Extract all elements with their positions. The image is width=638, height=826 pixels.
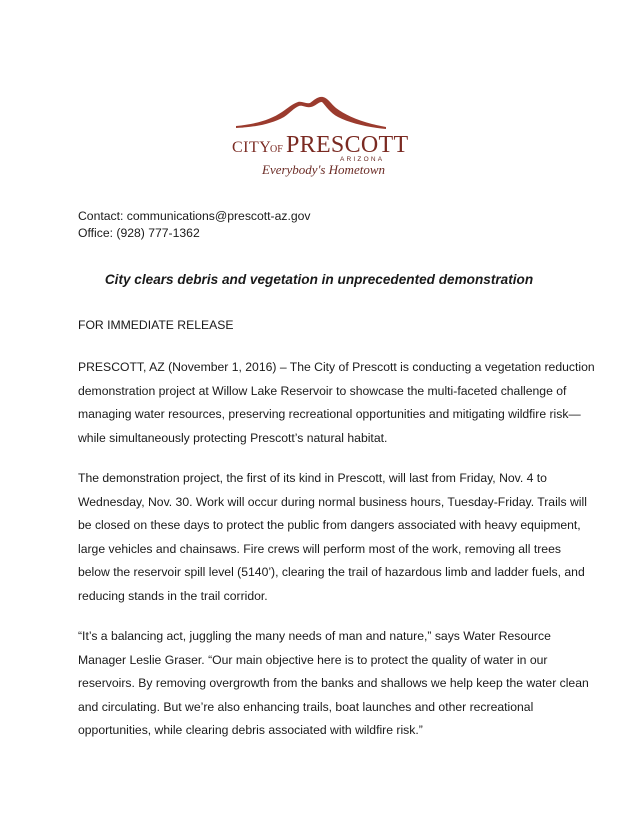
contact-office-line: Office: (928) 777-1362 [78,226,200,240]
text-line: opportunities, while clearing debris associated with wildfire risk.” [78,723,423,737]
text-line: The demonstration project, the first of its kind in Prescott, will last from Friday, Nov. 4 to [78,471,547,485]
text-line: managing water resources, preserving recreational opportunities and mitigating wildfire risk— [78,407,581,421]
paragraph-schedule [78,467,587,608]
text-line: while simultaneously protecting Prescott’s natural habitat. [78,430,388,445]
text-line: reducing stands in the trail corridor. [78,588,268,603]
city-of-prescott-logo [226,90,409,182]
logo-state-text: ARIZONA [340,156,385,163]
headline: City clears debris and vegetation in unprecedented demonstration [104,272,534,287]
text-line: below the reservoir spill level (5140’), clearing the trail of hazardous limb and ladder fuels, and [78,565,585,579]
text-line: Manager Leslie Graser. “Our main objective here is to protect the quality of water in our [78,652,548,667]
contact-block [78,208,311,242]
text-line: reservoirs. By removing overgrowth from the banks and shallows we help keep the water clean [78,676,589,690]
paragraph-intro [78,356,595,450]
release-label: FOR IMMEDIATE RELEASE [78,318,234,332]
text-line: Wednesday, Nov. 30. Work will occur during normal business hours, Tuesday-Friday. Trails will [78,494,587,509]
text-line: demonstration project at Willow Lake Reservoir to showcase the multi-faceted challenge of [78,383,567,398]
paragraph-quote [78,625,589,743]
logo-city-text: CITY [232,139,272,156]
contact-email-line: Contact: communications@prescott-az.gov [78,209,311,223]
text-line: large vehicles and chainsaws. Fire crews will perform most of the work, removing all trees [78,541,561,556]
logo-tagline-text: Everybody's Hometown [262,162,385,177]
logo-of-text: OF [270,144,283,155]
text-line: PRESCOTT, AZ (November 1, 2016) – The City of Prescott is conducting a vegetation reduction [78,360,595,374]
text-line: “It’s a balancing act, juggling the many needs of man and nature,” says Water Resource [78,629,551,643]
logo-graphic [226,90,409,182]
logo-prescott-text: PRESCOTT [286,132,409,158]
text-line: be closed on these days to protect the public from dangers associated with heavy equipment, [78,518,581,532]
mountain-icon [236,97,386,129]
text-line: and circulating. But we’re also enhancing trails, boat launches and other recreational [78,699,534,714]
